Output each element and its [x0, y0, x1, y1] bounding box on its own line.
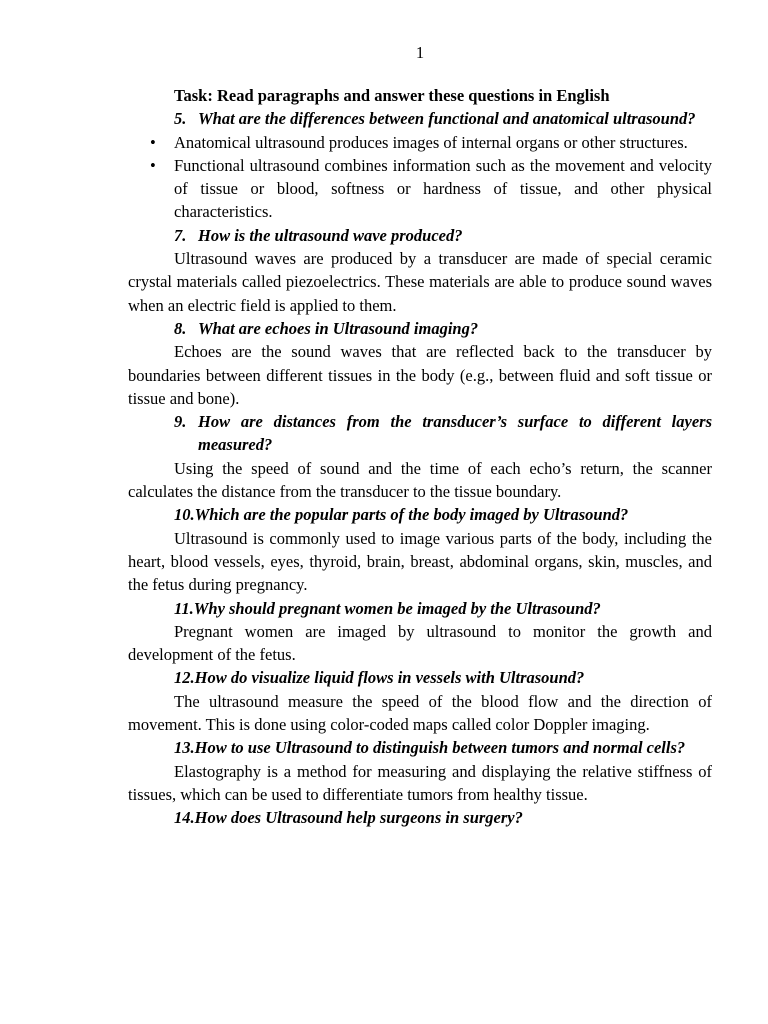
answer-8: Echoes are the sound waves that are reflected back to the transducer by boundaries between different tissues in the body (e.g., between fluid and soft tissue or tissue and bone). — [128, 342, 712, 408]
document-body — [128, 84, 712, 830]
question-text: Why should pregnant women be imaged by the Ultrasound? — [193, 598, 601, 618]
question-text: How do visualize liquid flows in vessels with Ultrasound? — [194, 668, 585, 688]
bullet-text: Anatomical ultrasound produces images of internal organs or other structures. — [174, 132, 688, 152]
question-text: What are the differences between functional and anatomical ultrasound? — [198, 109, 696, 129]
question-9 — [128, 410, 712, 457]
answer-11: Pregnant women are imaged by ultrasound to monitor the growth and development of the fetus. — [128, 621, 712, 665]
bullet-text: Functional ultrasound combines information such as the movement and velocity of tissue or blood, softness or hardness of tissue, and other physical characteristics. — [174, 155, 712, 222]
question-11 — [128, 597, 712, 620]
question-number: 8. — [174, 318, 187, 338]
question-12 — [128, 666, 712, 689]
question-text: How does Ultrasound help surgeons in surgery? — [194, 808, 523, 828]
question-number: 9. — [174, 412, 187, 432]
question-5 — [128, 107, 712, 130]
question-text: How is the ultrasound wave produced? — [198, 225, 463, 245]
question-14 — [128, 806, 712, 829]
question-text: Which are the popular parts of the body imaged by Ultrasound? — [194, 505, 629, 525]
list-item — [128, 154, 712, 224]
question-number: 13. — [174, 738, 195, 758]
answer-7: Ultrasound waves are produced by a transducer are made of special ceramic crystal materials called piezoelectrics. These materials are able to produce sound waves when an electric field is applied to them. — [128, 249, 712, 315]
question-8 — [128, 317, 712, 340]
list-item — [128, 131, 712, 154]
answer-10: Ultrasound is commonly used to image various parts of the body, including the heart, blood vessels, eyes, thyroid, brain, breast, abdominal organs, skin, muscles, and the fetus during pregnancy. — [128, 528, 712, 595]
question-number: 10. — [174, 505, 195, 525]
question-text: How are distances from the transducer’s surface to different layers measured? — [198, 412, 712, 455]
question-number: 5. — [174, 109, 187, 129]
page-number: 1 — [415, 43, 425, 62]
answer-13: Elastography is a method for measuring and displaying the relative stiffness of tissues, which can be used to differentiate tumors from healthy tissue. — [128, 761, 712, 804]
question-13 — [128, 736, 712, 759]
question-number: 14. — [174, 808, 195, 828]
bullet-icon: • — [150, 132, 156, 152]
answer-12: The ultrasound measure the speed of the blood flow and the direction of movement. This is done using color-coded maps called color Doppler imaging. — [128, 691, 712, 735]
answer-9: Using the speed of sound and the time of each echo’s return, the scanner calculates the distance from the transducer to the tissue boundary. — [128, 458, 712, 502]
question-7 — [128, 224, 712, 247]
task-title: Task: Read paragraphs and answer these questions in English — [174, 86, 610, 105]
question-10 — [128, 503, 712, 526]
bullet-icon: • — [150, 155, 156, 175]
question-text: What are echoes in Ultrasound imaging? — [198, 318, 479, 338]
question-number: 7. — [174, 225, 187, 245]
question-text: How to use Ultrasound to distinguish between tumors and normal cells? — [194, 738, 686, 758]
answer-bullet-list — [128, 131, 712, 224]
question-number: 12. — [174, 668, 195, 688]
question-number: 11. — [174, 598, 194, 618]
